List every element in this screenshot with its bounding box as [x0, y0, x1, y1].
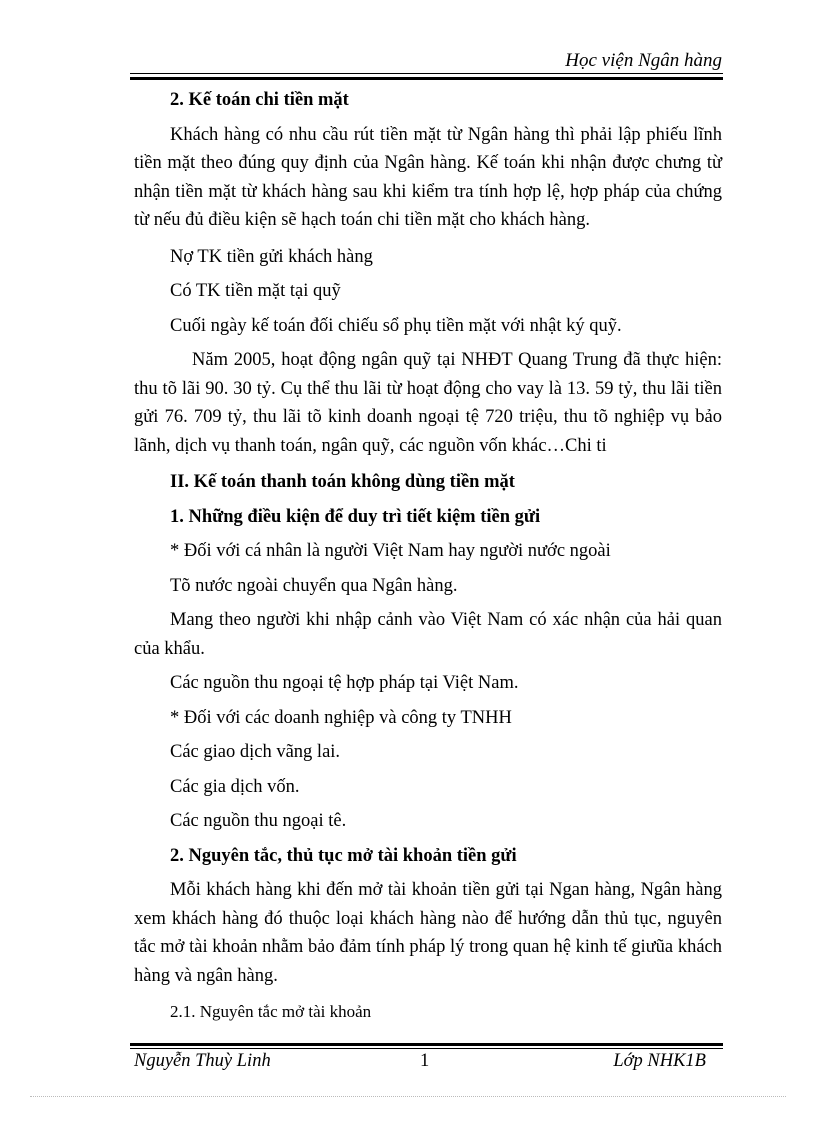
heading-non-cash-payment: II. Kế toán thanh toán không dùng tiền mặt	[170, 472, 515, 492]
paragraph-withdrawal: Khách hàng có nhu cầu rút tiền mặt từ Ngân hàng thì phải lập phiếu lĩnh tiền mặt theo đúng quy định của Ngân hàng. Kế toán khi nhận được chưng từ nhận tiền mặt từ khách hàng sau khi kiểm tra tính hợp lệ, hợp pháp của chứng từ nếu đủ điều kiện sẽ hạch toán chi tiền mặt cho khách hàng.	[134, 124, 722, 230]
line-capital-transactions: Các gia dịch vốn.	[170, 776, 300, 797]
line-fx-sources: Các nguồn thu ngoại tê.	[170, 811, 347, 831]
line-current-transactions: Các giao dịch vãng lai.	[170, 742, 341, 762]
heading-savings-conditions: 1. Những điều kiện để duy trì tiết kiệm tiền gửi	[170, 506, 541, 527]
line-individuals: * Đối với cá nhân là người Việt Nam hay người nước ngoài	[170, 541, 611, 561]
heading-account-opening: 2. Nguyên tắc, thủ tục mở tài khoản tiền gửi	[170, 845, 517, 866]
subheading-principles: 2.1. Nguyên tắc mở tài khoản	[170, 1002, 372, 1021]
footer-rule-thin	[130, 1048, 723, 1049]
line-enterprises: * Đối với các doanh nghiệp và công ty TNHH	[170, 707, 512, 728]
document-body	[134, 86, 722, 1027]
page-bottom-dotted-line	[30, 1096, 786, 1097]
entry-credit: Có TK tiền mặt tại quỹ	[170, 281, 341, 301]
footer-page-number: 1	[420, 1051, 430, 1071]
footer-author: Nguyễn Thuỳ Linh	[134, 1051, 271, 1071]
paragraph-customs: Mang theo người khi nhập cảnh vào Việt Nam có xác nhận của hải quan của khẩu.	[134, 610, 722, 659]
paragraph-2005-results: Năm 2005, hoạt động ngân quỹ tại NHĐT Quang Trung đã thực hiện: thu tõ lãi 90. 30 tỷ. Cụ thể thu lãi từ hoạt động cho vay là 13. 59 tỷ, thu lãi tiền gửi 76. 709 tỷ, thu lãi tõ kinh doanh ngoại tệ 720 triệu, thu tõ nghiệp vụ bảo lãnh, dịch vụ thanh toán, ngân quỹ, các nguồn vốn khác…Chi ti	[134, 350, 722, 456]
line-legal-sources: Các nguồn thu ngoại tệ hợp pháp tại Việt Nam.	[170, 673, 519, 693]
paragraph-account-opening: Mỗi khách hàng khi đến mở tài khoản tiền gửi tại Ngan hàng, Ngân hàng xem khách hàng đó thuộc loại khách hàng nào để hướng dẫn thủ tục, nguyên tắc mở tài khoản nhằm bảo đảm tính pháp lý trong quan hệ kinh tế giưũa khách hàng và ngân hàng.	[134, 880, 722, 986]
header-rule-thick	[130, 77, 723, 80]
header-text: Học viện Ngân hàng	[565, 50, 722, 71]
line-end-of-day: Cuối ngày kế toán đối chiếu sổ phụ tiền mặt với nhật ký quỹ.	[170, 315, 622, 336]
heading-cash-disbursement: 2. Kế toán chi tiền mặt	[170, 90, 349, 110]
line-from-abroad: Tõ nước ngoài chuyển qua Ngân hàng.	[170, 575, 458, 596]
footer-class: Lớp NHK1B	[613, 1051, 706, 1071]
entry-debit: Nợ TK tiền gửi khách hàng	[170, 246, 373, 267]
header-rule-thin	[130, 73, 723, 74]
footer-rule-thick	[130, 1043, 723, 1046]
